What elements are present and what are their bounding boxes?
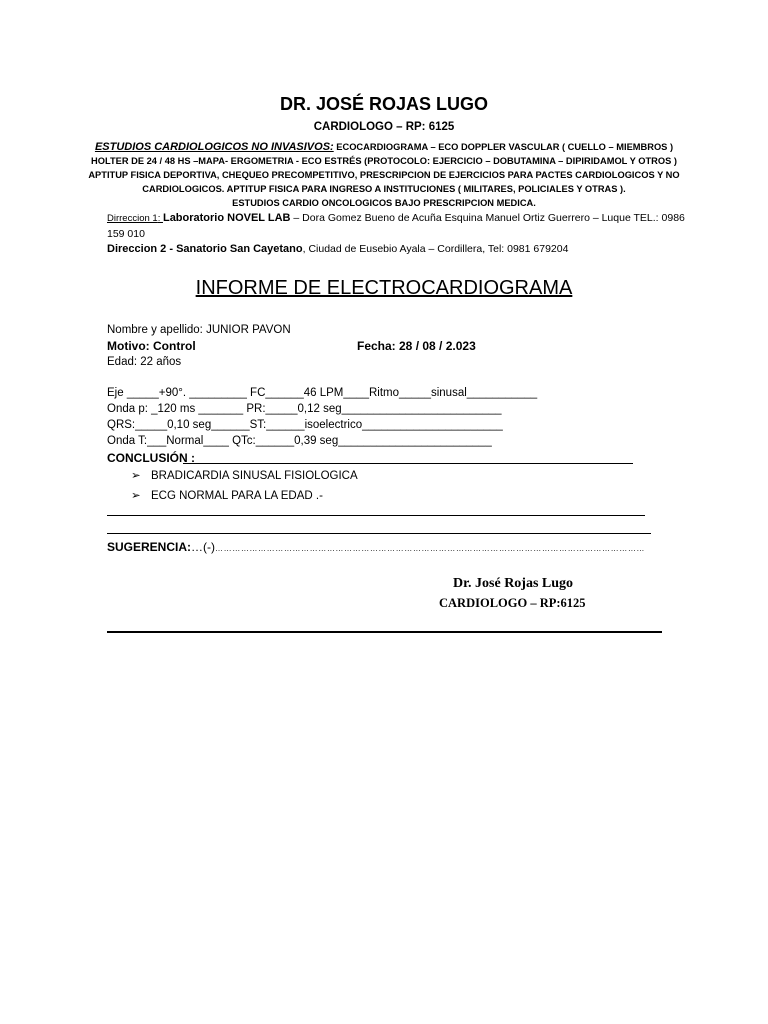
services-line-4: CARDIOLOGICOS. APTITUP FISICA PARA INGRESO A INSTITUCIONES ( MILITARES, POLICIALES Y OTRAS ). (142, 184, 626, 194)
conclusion-item (131, 488, 323, 502)
conclusion-text: BRADICARDIA SINUSAL FISIOLOGICA (151, 470, 358, 482)
signature-name: Dr. José Rojas Lugo (453, 576, 574, 591)
ecg-row-p-pr: Onda p: _120 ms _______ PR:_____0,12 seg_________________________ (107, 403, 502, 415)
address-1 (107, 212, 685, 224)
address-1-continuation: 159 010 (107, 228, 145, 240)
bullet-arrow-icon: ➢ (131, 470, 141, 482)
address-2-label: Direccion 2 - Sanatorio San Cayetano (107, 243, 303, 255)
services-heading: ESTUDIOS CARDIOLOGICOS NO INVASIVOS: (94, 141, 334, 153)
bullet-arrow-icon: ➢ (131, 490, 141, 502)
doctor-subtitle: CARDIOLOGO – RP: 6125 (313, 121, 455, 133)
conclusion-text: ECG NORMAL PARA LA EDAD .- (151, 490, 323, 502)
report-title: INFORME DE ELECTROCARDIOGRAMA (195, 277, 573, 299)
suggestion (107, 540, 645, 554)
conclusion-underline (183, 463, 633, 464)
address-2-detail: , Ciudad de Eusebio Ayala – Cordillera, Tel: 0981 679204 (302, 243, 569, 255)
ecg-row-axis-rate: Eje _____+90°. _________ FC______46 LPM____Ritmo_____sinusal___________ (107, 387, 538, 399)
ecg-row-t-qtc: Onda T:___Normal____ QTc:______0,39 seg________________________ (107, 435, 492, 447)
doctor-name: DR. JOSÉ ROJAS LUGO (279, 94, 489, 114)
suggestion-dots: …………………………………………………………………………………………………………………………………… (215, 544, 646, 553)
suggestion-value: …(-) (191, 540, 216, 554)
address-1-colon: : (157, 213, 163, 224)
address-2 (107, 243, 568, 255)
services-text-1: ECOCARDIOGRAMA – ECO DOPPLER VASCULAR ( CUELLO – MIEMBROS ) (333, 142, 674, 152)
conclusion-item (131, 468, 358, 482)
ecg-row-qrs-st: QRS:_____0,10 seg______ST:______isoelectrico______________________ (107, 419, 503, 431)
blank-line-1 (107, 515, 645, 516)
address-1-detail: – Dora Gomez Bueno de Acuña Esquina Manuel Ortiz Guerrero – Luque TEL.: 0986 (290, 212, 685, 224)
visit-reason: Motivo: Control (107, 339, 196, 353)
report-date: Fecha: 28 / 08 / 2.023 (357, 339, 476, 353)
services-line-5: ESTUDIOS CARDIO ONCOLOGICOS BAJO PRESCRIPCION MEDICA. (232, 198, 536, 208)
address-1-label: Dirreccion 1 (107, 213, 158, 224)
patient-name: Nombre y apellido: JUNIOR PAVON (107, 324, 291, 336)
signature-title: CARDIOLOGO – RP:6125 (439, 596, 586, 610)
conclusion-label: CONCLUSIÓN : (107, 451, 195, 465)
address-1-place: Laboratorio NOVEL LAB (162, 212, 291, 224)
suggestion-label: SUGERENCIA: (107, 540, 192, 554)
services-line-3: APTITUP FISICA DEPORTIVA, CHEQUEO PRECOMPETITIVO, PRESCRIPCION DE EJERCICIOS PARA PACTES CARDIOLOGICOS Y NO (88, 170, 680, 180)
services-line-1 (0, 141, 768, 153)
patient-age: Edad: 22 años (107, 356, 182, 368)
footer-rule (107, 631, 662, 633)
blank-line-2 (107, 533, 651, 534)
services-line-2: HOLTER DE 24 / 48 HS –MAPA- ERGOMETRIA - ECO ESTRÉS (PROTOCOLO: EJERCICIO – DOBUTAMINA – DIPIRIDAMOL Y OTROS ) (91, 156, 677, 166)
